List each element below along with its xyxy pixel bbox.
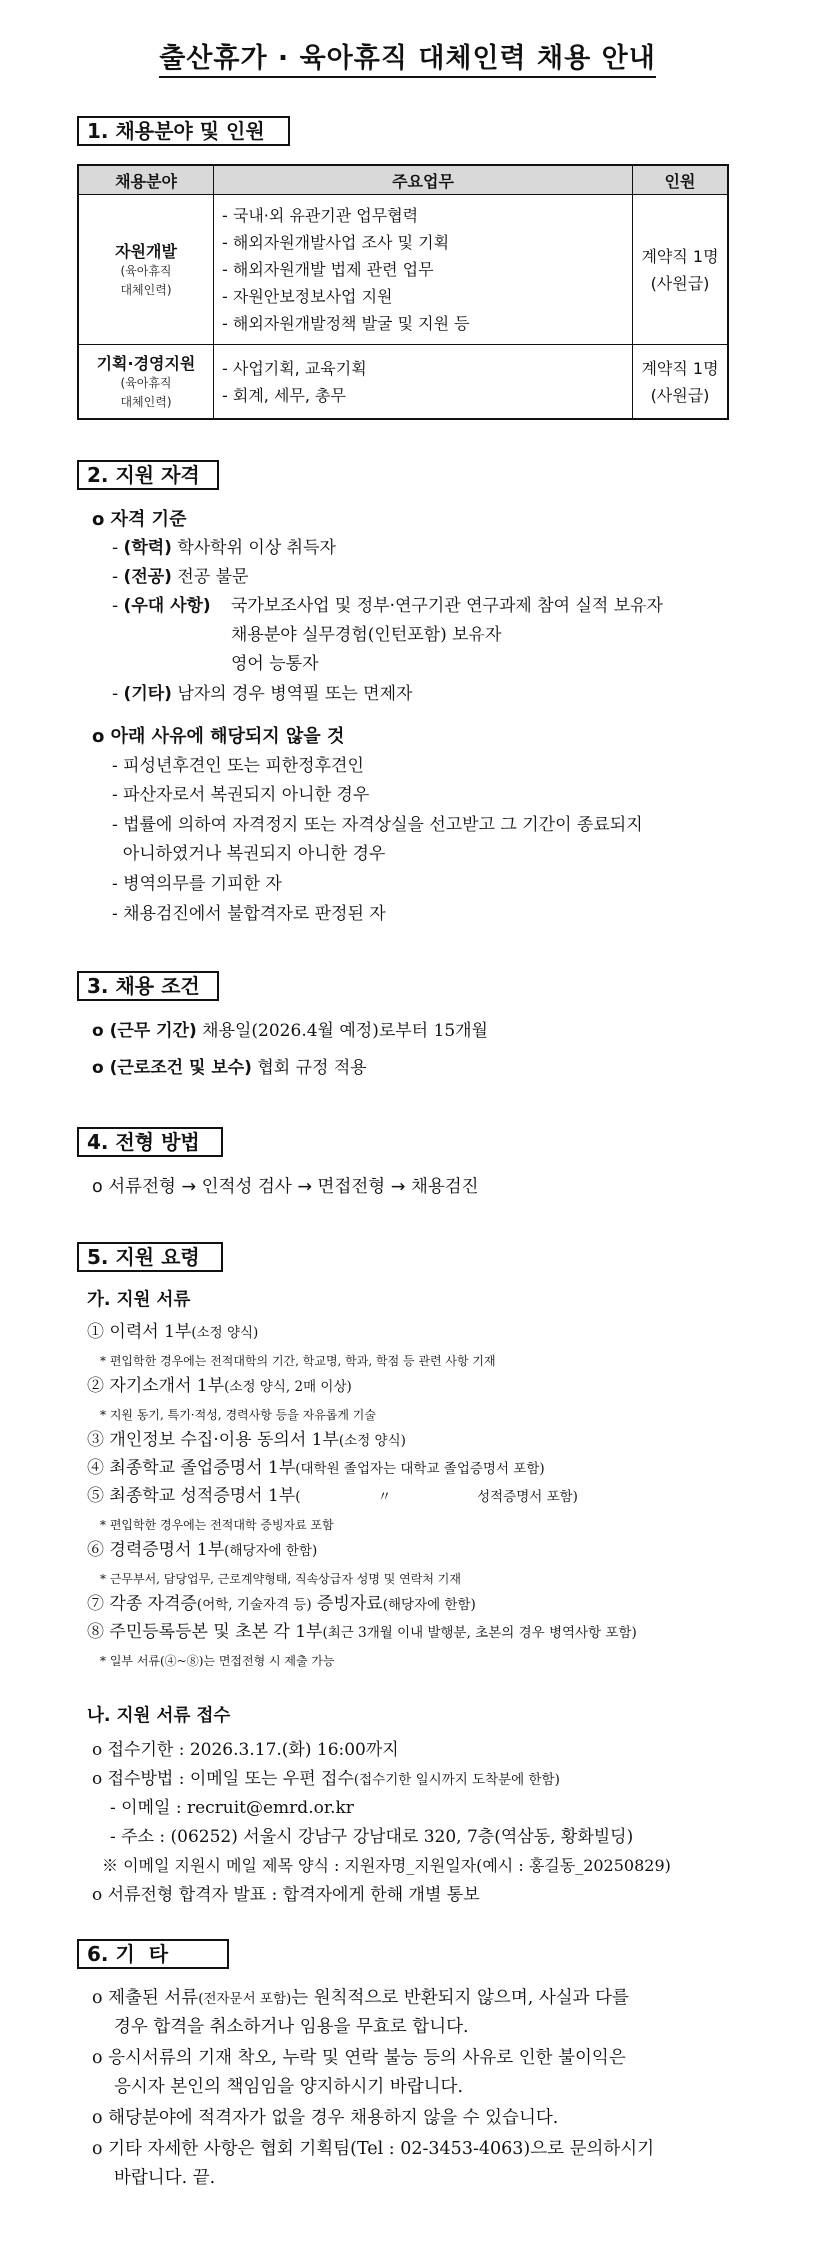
document-note: * 일부 서류(④~⑧)는 면접전형 시 제출 가능 [100, 1654, 335, 1668]
page-title-text: 출산휴가 · 육아휴직 대체인력 채용 안내 [159, 43, 656, 78]
recruitment-table [77, 164, 729, 420]
qual-major-label: (전공) [123, 567, 172, 587]
qual-preference: - (우대 사항) [112, 596, 211, 616]
etc-item: o 해당분야에 적격자가 없을 경우 채용하지 않을 수 있습니다. [92, 2108, 559, 2128]
duty-item: - 회계, 세무, 총무 [222, 385, 346, 405]
qual-preference-label: (우대 사항) [123, 596, 211, 616]
section-5-heading: 5. 지원 요령 [77, 1242, 223, 1272]
duty-item: - 사업기획, 교육기획 [222, 358, 367, 378]
count-grade: (사원급) [650, 385, 710, 405]
qual-major: - (전공) 전공 불문 [112, 567, 249, 587]
disqualification-item: - 법률에 의하여 자격정지 또는 자격상실을 선고받고 그 기간이 종료되지 [112, 815, 643, 835]
condition-period-text: 채용일(2026.4월 예정)로부터 15개월 [196, 1021, 488, 1041]
document-item: ① 이력서 1부(소정 양식) [87, 1322, 259, 1342]
table-cell-field [78, 195, 214, 345]
criteria-title: o 자격 기준 [92, 509, 187, 530]
announcement: o 서류전형 합격자 발표 : 합격자에게 한해 개별 통보 [92, 1885, 480, 1905]
receipt-method: o 접수방법 : 이메일 또는 우편 접수(접수기한 일시까지 도착분에 한함) [92, 1769, 560, 1789]
etc-item: o 기타 자세한 사항은 협회 기획팀(Tel : 02-3453-4063)으로 문의하시기 [92, 2139, 655, 2159]
etc-item: o 제출된 서류(전자문서 포함)는 원칙적으로 반환되지 않으며, 사실과 다를 [92, 1988, 629, 2008]
document-note: * 지원 동기, 특기·적성, 경력사항 등을 자유롭게 기술 [100, 1408, 376, 1422]
field-note: 대체인력) [120, 395, 172, 409]
receipt-email[interactable]: - 이메일 : recruit@emrd.or.kr [110, 1798, 354, 1818]
disqualification-title: o 아래 사유에 해당되지 않을 것 [92, 726, 345, 747]
document-item: ⑧ 주민등록등본 및 초본 각 1부(최근 3개월 이내 발행분, 초본의 경우 병역사항 포함) [87, 1622, 637, 1642]
duty-item: - 해외자원개발 법제 관련 업무 [222, 260, 434, 279]
table-header-row [78, 165, 728, 195]
document-item: ⑤ 최종학교 성적증명서 1부( 〃 성적증명서 포함) [87, 1486, 578, 1506]
field-note: (육아휴직 [120, 376, 172, 390]
qual-education: - (학력) 학사학위 이상 취득자 [112, 538, 336, 558]
document-item: ② 자기소개서 1부(소정 양식, 2매 이상) [87, 1376, 352, 1396]
email-subject-note: ※ 이메일 지원시 메일 제목 양식 : 지원자명_지원일자(예시 : 홍길동_20250829) [102, 1856, 671, 1875]
table-header-field: 채용분야 [78, 165, 214, 195]
field-note: (육아휴직 [120, 264, 172, 278]
document-note: * 편입학한 경우에는 전적대학의 기간, 학교명, 학과, 학점 등 관련 사항 기재 [100, 1354, 496, 1368]
field-name: 자원개발 [115, 242, 177, 261]
count-value: 계약직 1명 [641, 358, 719, 378]
section-4-heading: 4. 전형 방법 [77, 1127, 223, 1157]
qual-major-text: 전공 불문 [171, 567, 249, 587]
duty-item: - 자원안보정보사업 지원 [222, 287, 393, 306]
table-cell-count [633, 345, 729, 420]
section-6-heading: 6. 기 타 [77, 1939, 229, 1969]
condition-pay-text: 협회 규정 적용 [251, 1058, 367, 1078]
table-cell-count [633, 195, 729, 345]
receipt-deadline: o 접수기한 : 2026.3.17.(화) 16:00까지 [92, 1740, 399, 1760]
document-item: ⑦ 각종 자격증(어학, 기술자격 등) 증빙자료(해당자에 한함) [87, 1594, 476, 1614]
qual-education-label: (학력) [123, 538, 172, 558]
section-3-heading: 3. 채용 조건 [77, 971, 219, 1001]
table-row [78, 195, 728, 345]
table-header-count: 인원 [633, 165, 729, 195]
qual-etc-label: (기타) [123, 684, 172, 704]
qual-preference-item: 국가보조사업 및 정부·연구기관 연구과제 참여 실적 보유자 [231, 596, 663, 616]
qual-preference-item: 채용분야 실무경험(인턴포함) 보유자 [231, 625, 502, 645]
etc-item-cont: 응시자 본인의 책임임을 양지하시기 바랍니다. [114, 2077, 464, 2097]
selection-process: o 서류전형 → 인적성 검사 → 면접전형 → 채용검진 [92, 1177, 479, 1197]
section-2-heading: 2. 지원 자격 [77, 460, 219, 490]
etc-item-cont: 경우 합격을 취소하거나 임용을 무효로 합니다. [114, 2017, 469, 2037]
receipt-address: - 주소 : (06252) 서울시 강남구 강남대로 320, 7층(역삼동, 황화빌딩) [110, 1827, 634, 1847]
count-grade: (사원급) [650, 273, 710, 293]
condition-pay-label: o (근로조건 및 보수) [92, 1058, 252, 1078]
duty-item: - 해외자원개발사업 조사 및 기획 [222, 233, 450, 252]
table-cell-duties [214, 345, 633, 420]
disqualification-item: - 병역의무를 기피한 자 [112, 874, 282, 894]
duty-item: - 국내·외 유관기관 업무협력 [222, 206, 419, 225]
disqualification-item: - 채용검진에서 불합격자로 판정된 자 [112, 904, 386, 924]
table-row [78, 345, 728, 420]
field-note: 대체인력) [120, 283, 172, 297]
disqualification-item: - 파산자로서 복권되지 아니한 경우 [112, 785, 370, 805]
disqualification-item: - 피성년후견인 또는 피한정후견인 [112, 756, 364, 776]
document-note: * 근무부서, 담당업무, 근로계약형태, 직속상급자 성명 및 연락처 기재 [100, 1572, 461, 1586]
document-item: ⑥ 경력증명서 1부(해당자에 한함) [87, 1540, 318, 1560]
etc-item: o 응시서류의 기재 착오, 누락 및 연락 불능 등의 사유로 인한 불이익은 [92, 2048, 626, 2068]
qual-preference-item: 영어 능통자 [231, 654, 319, 674]
etc-item-cont: 바랍니다. 끝. [114, 2168, 216, 2188]
document-note: * 편입학한 경우에는 전적대학 증빙자료 포함 [100, 1518, 334, 1532]
receipt-title: 나. 지원 서류 접수 [87, 1706, 231, 1726]
qual-etc: - (기타) 남자의 경우 병역필 또는 면제자 [112, 684, 413, 704]
condition-period [92, 1020, 488, 1042]
condition-period-label: o (근무 기간) [92, 1021, 197, 1041]
qual-etc-text: 남자의 경우 병역필 또는 면제자 [171, 684, 413, 704]
page-title [0, 36, 815, 75]
count-value: 계약직 1명 [641, 246, 719, 266]
document-item: ③ 개인정보 수집·이용 동의서 1부(소정 양식) [87, 1430, 406, 1450]
table-header-duties: 주요업무 [214, 165, 633, 195]
qual-education-text: 학사학위 이상 취득자 [171, 538, 336, 558]
condition-pay [92, 1057, 367, 1079]
field-name: 기획·경영지원 [96, 354, 196, 373]
section-1-heading: 1. 채용분야 및 인원 [77, 116, 290, 146]
table-cell-field [78, 345, 214, 420]
documents-title: 가. 지원 서류 [87, 1290, 191, 1310]
document-item: ④ 최종학교 졸업증명서 1부(대학원 졸업자는 대학교 졸업증명서 포함) [87, 1458, 545, 1478]
disqualification-item: 아니하였거나 복권되지 아니한 경우 [112, 844, 386, 864]
table-cell-duties [214, 195, 633, 345]
duty-item: - 해외자원개발정책 발굴 및 지원 등 [222, 314, 470, 333]
